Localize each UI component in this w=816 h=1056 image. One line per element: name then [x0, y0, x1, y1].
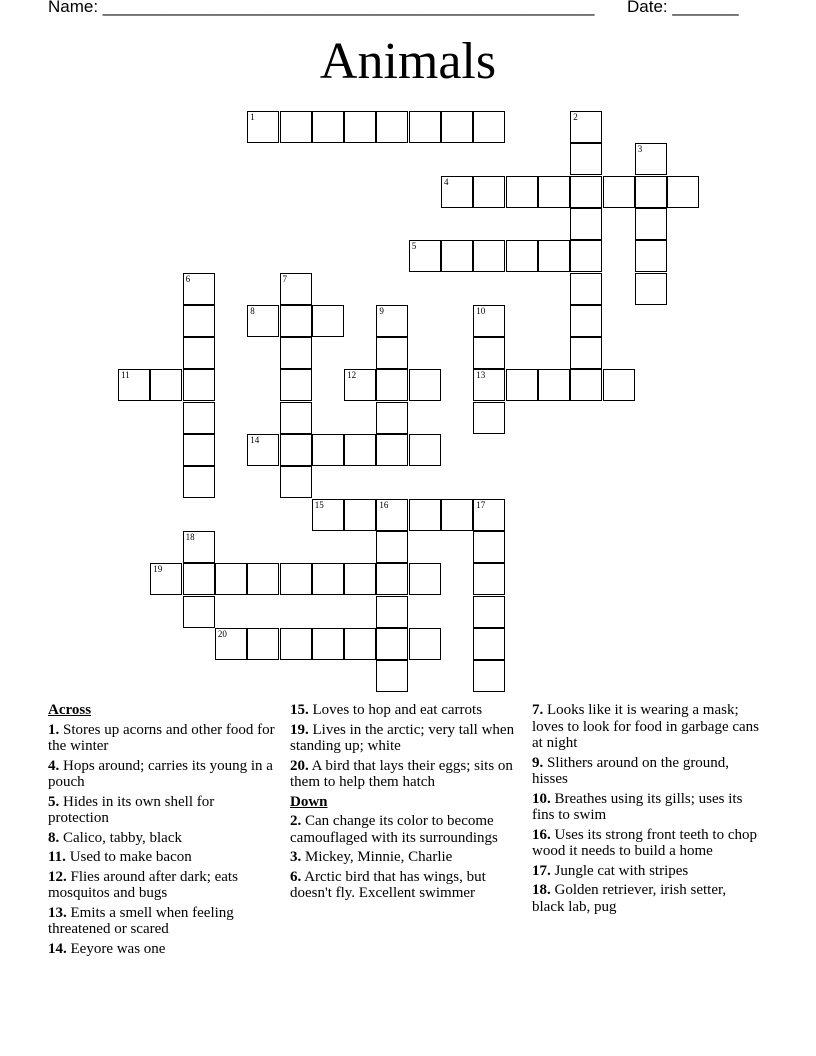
- grid-cell[interactable]: [473, 660, 505, 692]
- grid-cell[interactable]: [635, 240, 667, 272]
- grid-cell[interactable]: [473, 563, 505, 595]
- down-clue: [532, 755, 760, 788]
- clue-text: Eeyore was one: [66, 940, 166, 957]
- cell-number: 5: [411, 241, 417, 252]
- grid-cell[interactable]: [376, 369, 408, 401]
- grid-cell[interactable]: [215, 628, 247, 660]
- clue-text: Hops around; carries its young in a pouch: [48, 757, 273, 790]
- grid-cell[interactable]: [183, 596, 215, 628]
- clue-number: 12.: [48, 868, 67, 885]
- grid-cell[interactable]: [344, 499, 376, 531]
- grid-cell[interactable]: [603, 369, 635, 401]
- clue-text: Emits a smell when feeling threatened or scared: [48, 904, 234, 937]
- grid-cell[interactable]: [183, 402, 215, 434]
- clue-text: Golden retriever, irish setter, black lab, pug: [532, 882, 727, 915]
- across-clue: [290, 722, 518, 755]
- clue-number: 2.: [290, 813, 302, 829]
- clue-number: 6.: [290, 868, 302, 885]
- grid-cell[interactable]: [570, 240, 602, 272]
- grid-cell[interactable]: [506, 369, 538, 401]
- grid-cell[interactable]: [409, 628, 441, 660]
- grid-cell[interactable]: [247, 305, 279, 337]
- grid-cell[interactable]: [473, 499, 505, 531]
- clues-column-1: [48, 702, 276, 960]
- grid-cell[interactable]: [376, 531, 408, 563]
- grid-cell[interactable]: [635, 273, 667, 305]
- grid-cell[interactable]: [603, 176, 635, 208]
- grid-cell[interactable]: [280, 628, 312, 660]
- grid-cell[interactable]: [312, 111, 344, 143]
- grid-cell[interactable]: [280, 111, 312, 143]
- puzzle-title: Animals: [319, 33, 497, 90]
- grid-cell[interactable]: [183, 531, 215, 563]
- clue-text: Stores up acorns and other food for the winter: [48, 721, 275, 754]
- down-clue: [290, 813, 518, 846]
- grid-cell[interactable]: [344, 563, 376, 595]
- grid-cell[interactable]: [635, 208, 667, 240]
- clue-text: Used to make bacon: [65, 849, 192, 865]
- grid-cell[interactable]: [312, 563, 344, 595]
- across-clue: [48, 905, 276, 938]
- clue-text: Loves to hop and eat carrots: [308, 702, 483, 718]
- grid-cell[interactable]: [473, 628, 505, 660]
- grid-cell[interactable]: [183, 273, 215, 305]
- clue-number: 9.: [532, 754, 544, 771]
- clue-text: Flies around after dark; eats mosquitos and bugs: [48, 868, 238, 901]
- clue-number: 8.: [48, 829, 60, 846]
- clue-number: 15.: [290, 702, 309, 718]
- grid-cell[interactable]: [376, 660, 408, 692]
- clue-number: 14.: [48, 940, 67, 957]
- clue-text: Can change its color to become camouflaged with its surroundings: [290, 813, 498, 846]
- down-clue: [532, 863, 760, 880]
- clue-text: Calico, tabby, black: [59, 829, 182, 846]
- cell-number: 8: [250, 305, 255, 316]
- clue-text: Arctic bird that has wings, but doesn't fly. Excellent swimmer: [290, 868, 486, 901]
- cell-number: 20: [217, 628, 227, 639]
- cell-number: 7: [282, 273, 287, 284]
- clues-column-2: [290, 702, 518, 905]
- across-clue: [48, 849, 276, 866]
- grid-cell[interactable]: [409, 111, 441, 143]
- clue-text: Lives in the arctic; very tall when standing up; white: [290, 721, 515, 754]
- cell-number: 13: [476, 370, 486, 381]
- grid-cell[interactable]: [376, 563, 408, 595]
- clue-number: 1.: [48, 721, 60, 738]
- clue-number: 4.: [48, 757, 60, 774]
- cell-number: 17: [476, 499, 486, 510]
- grid-cell[interactable]: [635, 143, 667, 175]
- grid-cell[interactable]: [247, 563, 279, 595]
- cell-number: 9: [379, 305, 384, 316]
- grid-cell[interactable]: [247, 434, 279, 466]
- grid-cell[interactable]: [441, 111, 473, 143]
- grid-cell[interactable]: [409, 434, 441, 466]
- grid-cell[interactable]: [376, 434, 408, 466]
- clue-number: 13.: [48, 904, 67, 921]
- down-clue: [290, 869, 518, 902]
- grid-cell[interactable]: [667, 176, 699, 208]
- cell-number: 10: [476, 305, 486, 316]
- grid-cell[interactable]: [183, 466, 215, 498]
- grid-cell[interactable]: [183, 337, 215, 369]
- cell-number: 1: [250, 112, 255, 122]
- grid-cell[interactable]: [312, 628, 344, 660]
- cell-number: 6: [185, 273, 191, 284]
- grid-cell[interactable]: [538, 369, 570, 401]
- worksheet-header: [48, 0, 768, 17]
- grid-cell[interactable]: [473, 337, 505, 369]
- cell-number: 14: [250, 435, 260, 445]
- grid-cell[interactable]: [570, 305, 602, 337]
- grid-cell[interactable]: [409, 240, 441, 272]
- grid-cell[interactable]: [473, 111, 505, 143]
- clue-text: A bird that lays their eggs; sits on them to help them hatch: [290, 757, 513, 790]
- grid-cell[interactable]: [409, 499, 441, 531]
- clue-number: 7.: [532, 702, 544, 718]
- across-clue: [290, 758, 518, 791]
- grid-cell[interactable]: [183, 563, 215, 595]
- grid-cell[interactable]: [473, 531, 505, 563]
- grid-cell[interactable]: [312, 305, 344, 337]
- clue-number: 16.: [532, 826, 551, 843]
- across-clue: [48, 722, 276, 755]
- grid-cell[interactable]: [183, 369, 215, 401]
- grid-cell[interactable]: [344, 369, 376, 401]
- clue-number: 19.: [290, 721, 309, 738]
- grid-cell[interactable]: [280, 563, 312, 595]
- grid-cell[interactable]: [473, 240, 505, 272]
- grid-cell[interactable]: [183, 305, 215, 337]
- cell-number: 4: [444, 176, 449, 187]
- grid-cell[interactable]: [376, 499, 408, 531]
- across-clue: [48, 794, 276, 827]
- grid-cell[interactable]: [280, 369, 312, 401]
- across-heading: Across: [48, 702, 92, 718]
- grid-cell[interactable]: [506, 240, 538, 272]
- grid-cell[interactable]: [473, 596, 505, 628]
- clue-number: 18.: [532, 882, 551, 898]
- grid-cell[interactable]: [344, 628, 376, 660]
- grid-cell[interactable]: [441, 176, 473, 208]
- clue-number: 5.: [48, 793, 60, 810]
- grid-cell[interactable]: [570, 337, 602, 369]
- grid-cell[interactable]: [409, 563, 441, 595]
- grid-cell[interactable]: [473, 305, 505, 337]
- grid-cell[interactable]: [247, 628, 279, 660]
- grid-cell[interactable]: [376, 305, 408, 337]
- grid-cell[interactable]: [538, 176, 570, 208]
- grid-cell[interactable]: [635, 176, 667, 208]
- grid-cell[interactable]: [247, 111, 279, 143]
- grid-cell[interactable]: [312, 499, 344, 531]
- grid-cell[interactable]: [570, 111, 602, 143]
- clues-column-3: [532, 702, 760, 918]
- grid-cell[interactable]: [570, 143, 602, 175]
- grid-cell[interactable]: [280, 434, 312, 466]
- clue-number: 11.: [48, 849, 66, 865]
- clue-text: Breathes using its gills; uses its fins to swim: [532, 790, 743, 823]
- grid-cell[interactable]: [473, 402, 505, 434]
- clue-number: 20.: [290, 757, 309, 774]
- clue-text: Mickey, Minnie, Charlie: [301, 849, 453, 865]
- grid-cell[interactable]: [376, 596, 408, 628]
- down-clue: [290, 849, 518, 866]
- across-clue: [48, 830, 276, 847]
- grid-cell[interactable]: [409, 369, 441, 401]
- grid-cell[interactable]: [280, 466, 312, 498]
- grid-cell[interactable]: [506, 176, 538, 208]
- across-clue: [48, 758, 276, 791]
- clue-number: 17.: [532, 862, 551, 879]
- clue-text: Hides in its own shell for protection: [48, 793, 215, 826]
- clue-text: Jungle cat with stripes: [550, 862, 689, 879]
- cell-number: 15: [314, 499, 324, 510]
- grid-cell[interactable]: [473, 369, 505, 401]
- date-field[interactable]: Date: _______: [627, 0, 739, 16]
- grid-cell[interactable]: [570, 369, 602, 401]
- clue-number: 10.: [532, 790, 551, 807]
- grid-cell[interactable]: [344, 111, 376, 143]
- grid-cell[interactable]: [280, 337, 312, 369]
- grid-cell[interactable]: [376, 628, 408, 660]
- grid-cell[interactable]: [344, 434, 376, 466]
- grid-cell[interactable]: [441, 499, 473, 531]
- grid-cell[interactable]: [441, 240, 473, 272]
- across-clue: [48, 941, 276, 958]
- grid-cell[interactable]: [570, 208, 602, 240]
- grid-cell[interactable]: [312, 434, 344, 466]
- down-clue: [532, 882, 760, 915]
- grid-cell[interactable]: [473, 176, 505, 208]
- cell-number: 16: [379, 499, 389, 510]
- grid-cell[interactable]: [280, 305, 312, 337]
- cell-number: 19: [153, 564, 163, 575]
- grid-cell[interactable]: [376, 402, 408, 434]
- grid-cell[interactable]: [183, 434, 215, 466]
- down-heading: Down: [290, 793, 328, 810]
- clue-text: Slithers around on the ground, hisses: [532, 754, 730, 787]
- clue-number: 3.: [290, 849, 302, 865]
- grid-cell[interactable]: [376, 111, 408, 143]
- down-clue: [532, 702, 760, 752]
- clue-text: Looks like it is wearing a mask; loves to look for food in garbage cans at night: [532, 702, 760, 751]
- grid-cell[interactable]: [280, 402, 312, 434]
- grid-cell[interactable]: [570, 176, 602, 208]
- cell-number: 18: [185, 531, 195, 542]
- grid-cell[interactable]: [150, 369, 182, 401]
- across-clue: [290, 702, 518, 719]
- grid-cell[interactable]: [570, 273, 602, 305]
- cell-number: 3: [637, 144, 643, 155]
- cell-number: 12: [347, 370, 357, 381]
- across-clue: [48, 869, 276, 902]
- grid-cell[interactable]: [280, 273, 312, 305]
- cell-number: 11: [121, 370, 130, 381]
- grid-cell[interactable]: [376, 337, 408, 369]
- down-clue: [532, 791, 760, 824]
- grid-cell[interactable]: [215, 563, 247, 595]
- grid-cell[interactable]: [150, 563, 182, 595]
- down-clue: [532, 827, 760, 860]
- grid-cell[interactable]: [538, 240, 570, 272]
- grid-cell[interactable]: [118, 369, 150, 401]
- name-field[interactable]: Name: ____________________________________________________: [48, 0, 595, 16]
- clue-text: Uses its strong front teeth to chop wood it needs to build a home: [532, 826, 757, 859]
- cell-number: 2: [573, 112, 578, 122]
